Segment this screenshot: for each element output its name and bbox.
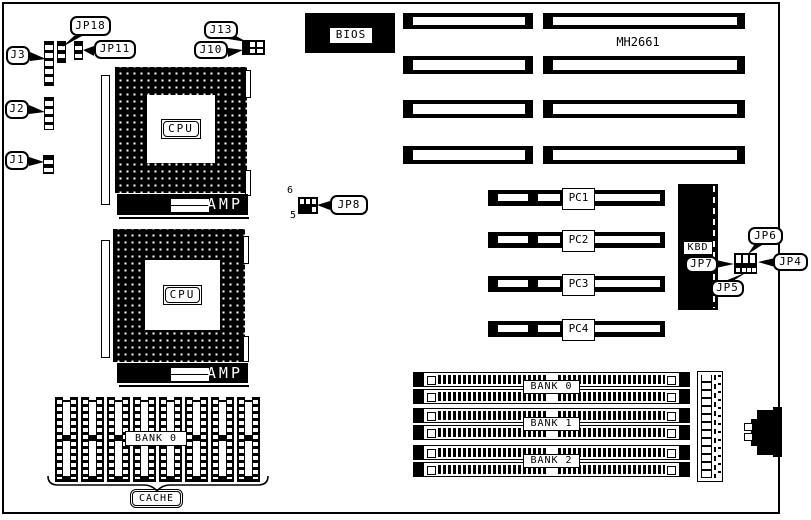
- din-notch-top: [744, 423, 753, 431]
- jp8-pin6-number: 6: [287, 185, 294, 196]
- din-connector-rear: [773, 407, 782, 457]
- isa-slot-3a: [403, 100, 533, 118]
- bank0-label: BANK 0: [523, 380, 580, 394]
- pc-slot-3-label: PC3: [562, 274, 595, 296]
- amp2-label: AMP: [206, 364, 243, 382]
- socket1-tab-top: [245, 70, 251, 98]
- bank2-label: BANK 2: [523, 454, 580, 468]
- amp-bar-1: [117, 194, 248, 215]
- connector-jp11: [74, 41, 83, 60]
- cache-chip-1: [55, 397, 78, 482]
- pin-header-j2: [44, 97, 54, 130]
- isa-slot-3b: [543, 100, 745, 118]
- callout-j3: [6, 46, 30, 65]
- pc-slot-1-label: PC1: [562, 188, 595, 210]
- callout-jp18-label: JP18: [75, 19, 106, 32]
- callout-jp4: [773, 253, 808, 271]
- callout-jp5: [711, 280, 744, 297]
- isa-slot-2a: [403, 56, 533, 74]
- isa-slot-1b: [543, 13, 745, 29]
- callout-jp7-label: JP7: [690, 257, 713, 270]
- cpu2-inner-area: [145, 260, 220, 330]
- pc-slot-4-label: PC4: [562, 319, 595, 341]
- amp-bar-2: [117, 363, 248, 383]
- isa-slot-4b: [543, 146, 745, 164]
- callout-j10: [194, 41, 228, 59]
- socket2-lever: [101, 240, 110, 358]
- isa-slot-2b: [543, 56, 745, 74]
- socket1-tab-bottom: [245, 170, 251, 196]
- bios-label: BIOS: [329, 27, 373, 44]
- callout-jp8-label: JP8: [337, 198, 361, 211]
- cpu-socket-2: [113, 229, 245, 362]
- callout-j1: [5, 151, 29, 170]
- connector-j1: [43, 155, 54, 174]
- callout-j2: [5, 100, 29, 119]
- amp2-underline: [119, 385, 249, 387]
- cpu1-label-box: [161, 119, 201, 139]
- cpu1-label: CPU: [163, 121, 199, 137]
- socket2-tab-bottom: [243, 336, 249, 362]
- cpu2-label: CPU: [165, 287, 201, 303]
- connector-j13-j10: [242, 40, 265, 55]
- callout-jp4-label: JP4: [779, 255, 802, 268]
- jumper-block-jp8: [298, 197, 318, 214]
- amp1-label: AMP: [206, 195, 243, 213]
- cache-chip-2: [81, 397, 104, 482]
- callout-jp8: [330, 195, 368, 215]
- callout-jp6-label: JP6: [754, 229, 777, 242]
- callout-j10-label: J10: [199, 43, 223, 56]
- isa-slot-4a: [403, 146, 533, 164]
- socket1-lever: [101, 75, 110, 205]
- callout-j2-label: J2: [9, 102, 25, 115]
- callout-jp18: [70, 16, 111, 36]
- din-connector-body: [757, 410, 774, 455]
- connector-jp18: [57, 41, 66, 63]
- socket2-tab-top: [243, 236, 249, 264]
- callout-jp5-label: JP5: [716, 281, 739, 294]
- callout-jp7: [685, 256, 718, 273]
- cache-chip-6: [185, 397, 208, 482]
- cache-chip-7: [211, 397, 234, 482]
- cpu1-inner-area: [147, 95, 215, 163]
- pc-slot-4: [488, 321, 665, 337]
- cache-bank0-label: BANK 0: [125, 431, 187, 446]
- bank1-label: BANK 1: [523, 417, 580, 431]
- jp8-pin5-number: 5: [290, 210, 297, 221]
- callout-jp6: [748, 227, 783, 245]
- chipset-part-number: MH2661: [616, 35, 660, 49]
- callout-j1-label: J1: [9, 153, 25, 166]
- kbd-label: KBD: [683, 241, 713, 255]
- cache-chip-8: [237, 397, 260, 482]
- callout-j3-label: J3: [10, 48, 26, 61]
- callout-j13-label: J13: [209, 23, 233, 36]
- callout-jp11-label: JP11: [99, 42, 131, 55]
- amp1-underline: [119, 217, 249, 219]
- pc-slot-1: [488, 190, 665, 206]
- cpu2-label-box: [163, 285, 203, 305]
- jumper-block-jp4-jp7: [734, 253, 757, 274]
- power-connector: [697, 371, 723, 482]
- pc-slot-2: [488, 232, 665, 248]
- pc-slot-3: [488, 276, 665, 292]
- isa-slot-1a: [403, 13, 533, 29]
- din-notch-bottom: [744, 433, 753, 441]
- pc-slot-2-label: PC2: [562, 230, 595, 252]
- callout-j13: [204, 21, 238, 39]
- cpu-socket-1: [115, 67, 247, 193]
- bios-chip: [305, 13, 395, 53]
- cache-label: CACHE: [132, 491, 181, 506]
- cache-label-box: [130, 489, 183, 508]
- pin-header-j3: [44, 41, 54, 86]
- callout-jp11: [94, 40, 136, 59]
